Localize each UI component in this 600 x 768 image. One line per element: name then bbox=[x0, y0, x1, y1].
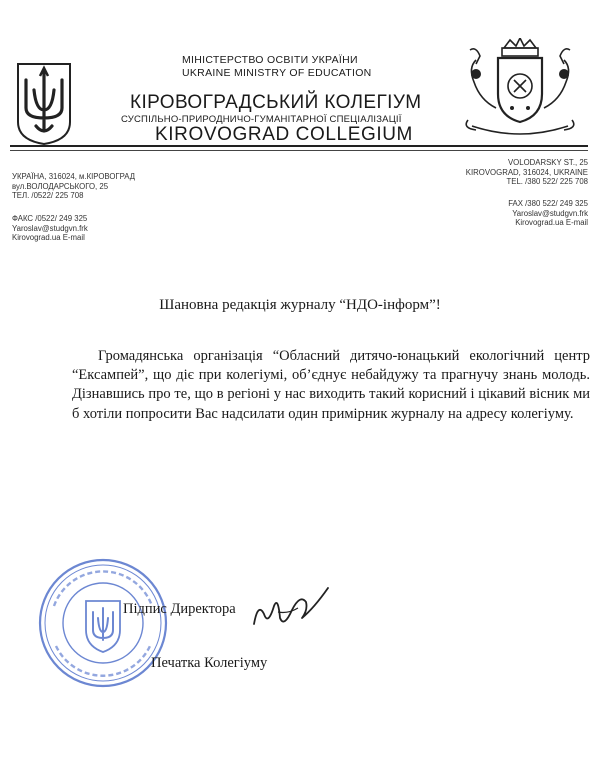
seal-label: Печатка Колегіуму bbox=[151, 655, 268, 671]
contact-line: Yaroslav@studgvn.frk bbox=[12, 223, 88, 233]
director-signature-icon bbox=[248, 584, 334, 634]
collegium-stamp-icon bbox=[36, 556, 170, 690]
address-line: вул.ВОЛОДАРСЬКОГО, 25 bbox=[12, 181, 109, 191]
contact-line: Yaroslav@studgvn.frk bbox=[512, 208, 588, 218]
letter-salutation: Шановна редакція журналу “НДО-інформ”! bbox=[159, 297, 441, 313]
header-divider-thin bbox=[10, 150, 588, 151]
address-line: УКРАЇНА, 316024, м.КІРОВОГРАД bbox=[12, 172, 136, 181]
contact-line: Kirovograd.ua E-mail bbox=[12, 233, 85, 243]
address-block-right bbox=[466, 158, 588, 187]
address-line: VOLODARSKY ST., 25 bbox=[507, 158, 588, 167]
address-line: KIROVOGRAD, 316024, UKRAINE bbox=[465, 167, 588, 177]
signature-label: Підпис Директора bbox=[123, 601, 236, 617]
city-coat-of-arms-icon bbox=[452, 38, 588, 142]
letter-paragraph: Громадянська організація “Обласний дитячо-юнацький екологічний центр “Ексампей”, що діє при колегіумі, об’єднує небайдужу та прагнучу знань молодь. Дізнавшись про те, що в регіоні у нас виходить такий корисний і цікавий вісник ми б хотіли попросити Вас надсилати один примірник журналу на адресу колегіуму. bbox=[72, 348, 590, 422]
address-block-left bbox=[12, 172, 135, 201]
address-line: ТЕЛ. /0522/ 225 708 bbox=[12, 191, 84, 201]
header-divider bbox=[10, 145, 588, 147]
ministry-title-ua: МІНІСТЕРСТВО ОСВІТИ УКРАЇНИ bbox=[182, 54, 358, 66]
contact-line: FAX /380 522/ 249 325 bbox=[508, 199, 588, 208]
contact-line: ФАКС /0522/ 249 325 bbox=[12, 214, 88, 223]
contact-block-left bbox=[12, 214, 88, 243]
collegium-name-ua: КІРОВОГРАДСЬКИЙ КОЛЕГІУМ bbox=[130, 92, 422, 113]
specialization-line: СУСПІЛЬНО-ПРИРОДНИЧО-ГУМАНІТАРНОЇ СПЕЦІАЛІЗАЦІЇ bbox=[121, 114, 402, 125]
collegium-name-en: KIROVOGRAD COLLEGIUM bbox=[155, 124, 413, 145]
ministry-title-en: UKRAINE MINISTRY OF EDUCATION bbox=[182, 67, 372, 79]
trident-icon bbox=[14, 60, 74, 146]
contact-line: Kirovograd.ua E-mail bbox=[515, 218, 588, 228]
address-line: TEL. /380 522/ 225 708 bbox=[506, 177, 588, 187]
contact-block-right bbox=[508, 199, 588, 228]
